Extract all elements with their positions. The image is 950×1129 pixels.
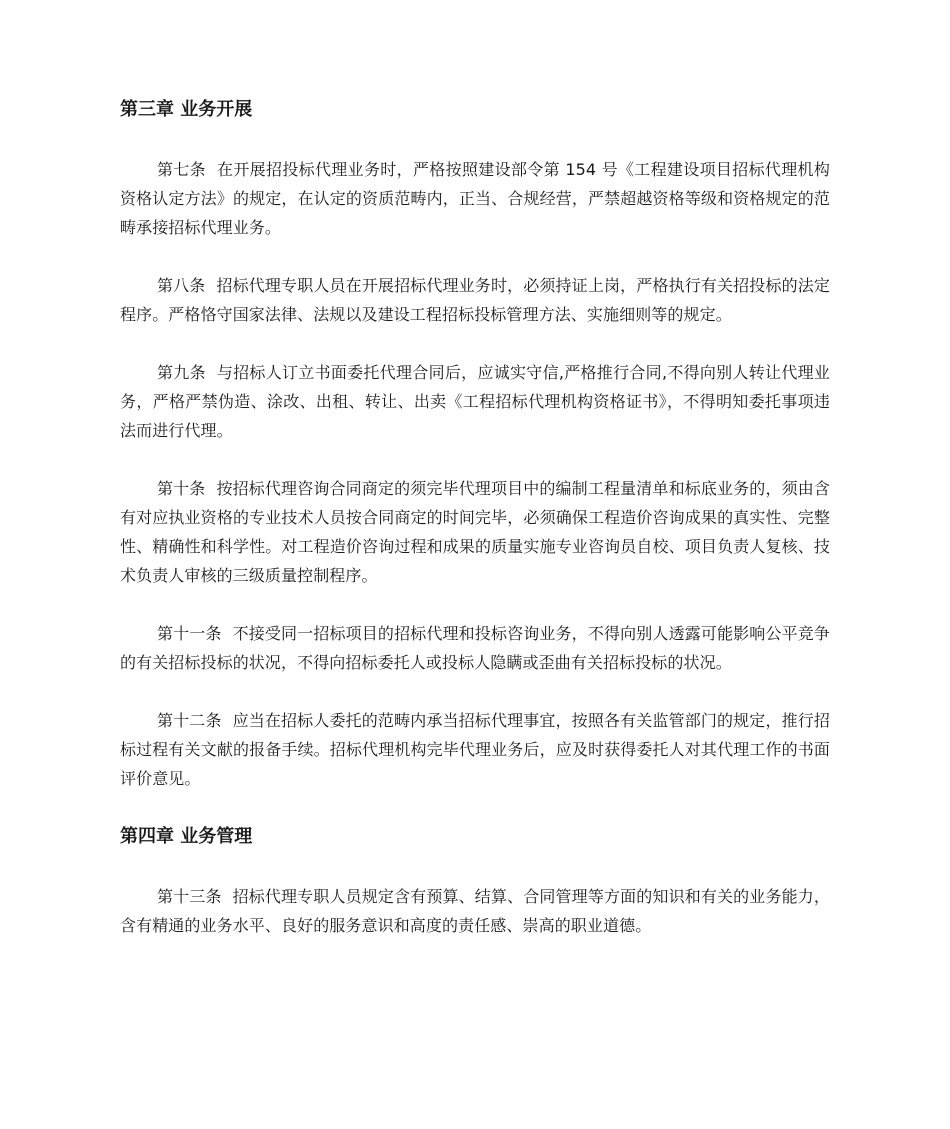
- article-9: [120, 358, 830, 445]
- article-text: 不接受同一招标项目的招标代理和投标咨询业务，不得向别人透露可能影响公平竞争的有关招标投标的状况，不得向招标委托人或投标人隐瞒或歪曲有关招标投标的状况。: [120, 624, 830, 672]
- article-8: [120, 271, 830, 329]
- article-number: 第七条: [157, 160, 206, 179]
- article-13: [120, 882, 830, 940]
- article-12: [120, 706, 830, 793]
- article-7: [120, 155, 830, 242]
- chapter-heading-4: 第四章 业务管理: [120, 826, 253, 847]
- article-10: [120, 474, 830, 590]
- article-number: 第十三条: [157, 887, 222, 906]
- article-text: 在开展招投标代理业务时，严格按照建设部令第 154 号《工程建设项目招标代理机构资格认定方法》的规定，在认定的资质范畴内，正当、合规经营，严禁超越资格等级和资格规定的范畴承接招标代理业务。: [120, 160, 830, 237]
- article-text: 招标代理专职人员在开展招标代理业务时，必须持证上岗，严格执行有关招投标的法定程序。严格恪守国家法律、法规以及建设工程招标投标管理方法、实施细则等的规定。: [120, 276, 830, 324]
- article-number: 第十一条: [157, 624, 222, 643]
- article-text: 应当在招标人委托的范畴内承当招标代理事宜，按照各有关监管部门的规定，推行招标过程有关文献的报备手续。招标代理机构完毕代理业务后，应及时获得委托人对其代理工作的书面评价意见。: [120, 711, 830, 788]
- article-number: 第十条: [157, 479, 206, 498]
- document-body: [120, 95, 830, 969]
- chapter-heading-3: 第三章 业务开展: [120, 99, 253, 120]
- article-number: 第八条: [157, 276, 206, 295]
- article-number: 第九条: [157, 363, 206, 382]
- article-11: [120, 619, 830, 677]
- article-text: 与招标人订立书面委托代理合同后，应诚实守信,严格推行合同,不得向别人转让代理业务，严格严禁伪造、涂改、出租、转让、出卖《工程招标代理机构资格证书》，不得明知委托事项违法而进行代理。: [120, 363, 830, 440]
- article-number: 第十二条: [157, 711, 222, 730]
- article-text: 按招标代理咨询合同商定的须完毕代理项目中的编制工程量清单和标底业务的，须由含有对应执业资格的专业技术人员按合同商定的时间完毕，必须确保工程造价咨询成果的真实性、完整性、精确性和科学性。对工程造价咨询过程和成果的质量实施专业咨询员自校、项目负责人复核、技术负责人审核的三级质量控制程序。: [120, 479, 830, 585]
- article-text: 招标代理专职人员规定含有预算、结算、合同管理等方面的知识和有关的业务能力，含有精通的业务水平、良好的服务意识和高度的责任感、崇高的职业道德。: [120, 887, 830, 935]
